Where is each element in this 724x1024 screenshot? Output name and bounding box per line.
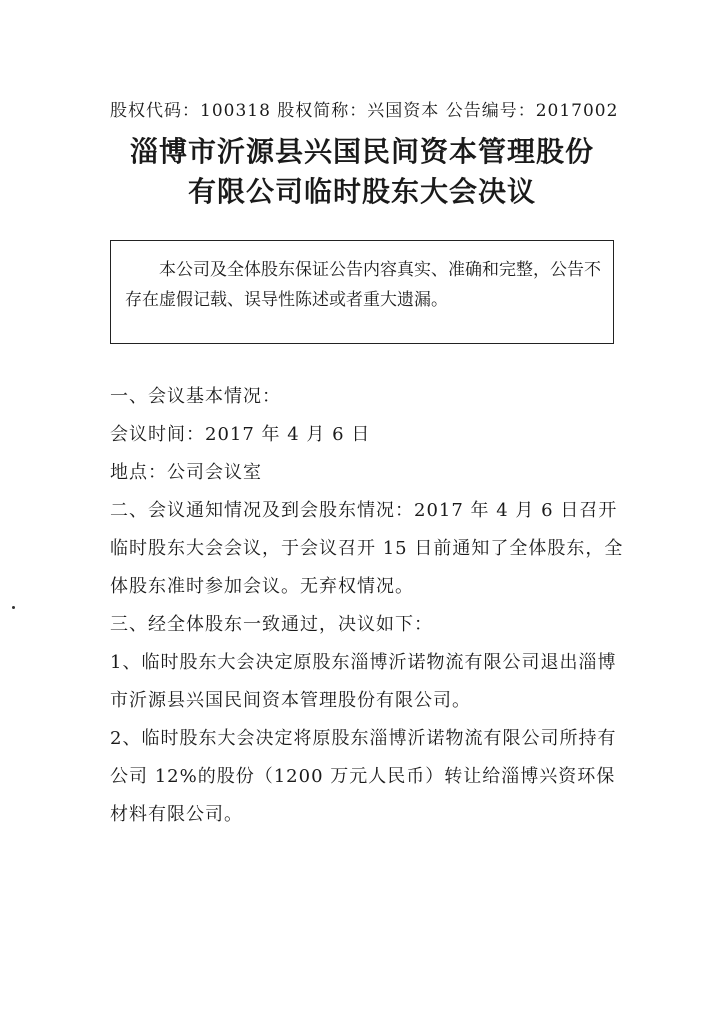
disclaimer-text: 本公司及全体股东保证公告内容真实、准确和完整，公告不存在虚假记载、误导性陈述或者重大遗漏。	[125, 260, 601, 310]
section-1-heading: 一、会议基本情况：	[110, 386, 281, 407]
resolution-2: 2、临时股东大会决定将原股东淄博沂诺物流有限公司所持有公司 12%的股份（1200 万元人民币）转让给淄博兴资环保材料有限公司。	[110, 728, 617, 825]
section-3-heading: 三、经全体股东一致通过，决议如下：	[110, 614, 433, 635]
meeting-location: 地点：公司会议室	[110, 462, 262, 483]
meeting-time: 会议时间：2017 年 4 月 6 日	[110, 424, 371, 445]
document-title-line-1: 淄博市沂源县兴国民间资本管理股份	[129, 135, 594, 168]
resolution-1: 1、临时股东大会决定原股东淄博沂诺物流有限公司退出淄博市沂源县兴国民间资本管理股份有限公司。	[110, 652, 617, 711]
disclaimer-box	[110, 240, 614, 344]
stock-info-line: 股权代码：100318 股权简称：兴国资本 公告编号：2017002	[110, 101, 619, 121]
document-title-line-2: 有限公司临时股东大会决议	[187, 175, 536, 208]
section-2-paragraph: 二、会议通知情况及到会股东情况：2017 年 4 月 6 日召开临时股东大会会议，于会议召开 15 日前通知了全体股东，全体股东准时参加会议。无弃权情况。	[110, 500, 624, 597]
scan-speck	[12, 606, 15, 609]
